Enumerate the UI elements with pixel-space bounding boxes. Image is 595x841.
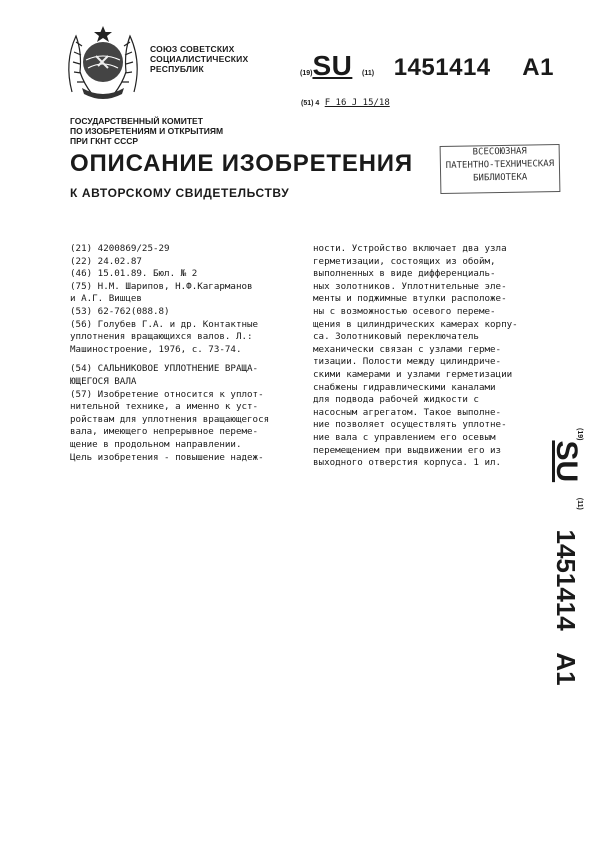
ipc-code: (51) 4 xyxy=(301,100,320,107)
library-stamp xyxy=(440,144,561,194)
side-country-code: SU xyxy=(550,440,583,483)
spacer xyxy=(70,356,290,363)
ipc-class: F 16 J 15/18 xyxy=(324,98,390,108)
side-code-11: (11) xyxy=(576,497,583,510)
abstract-line: ны с возможностью осевого переме- xyxy=(313,305,496,317)
country-code: SU xyxy=(312,50,353,81)
abstract-line: нительной технике, а именно к уст- xyxy=(70,401,259,413)
abstract-line: скими камерами и узлами герметизации xyxy=(313,368,513,380)
biblio-line: (22) 24.02.87 xyxy=(70,255,142,267)
abstract-line: ройствам для уплотнения вращающегося xyxy=(70,413,270,425)
abstract-line: са. Золотниковый переключатель xyxy=(313,331,479,343)
patent-number: 1451414 xyxy=(393,54,491,81)
ussr-emblem xyxy=(62,22,144,102)
committee-line: ПРИ ГКНТ СССР xyxy=(70,136,139,146)
abstract-line: герметизации, состоящих из обойм, xyxy=(313,255,496,267)
abstract-line: щение в продольном направлении. xyxy=(70,438,242,450)
abstract-line: Цель изобретения - повышение надеж- xyxy=(70,451,264,463)
biblio-line: уплотнения вращающихся валов. Л.: xyxy=(70,331,253,343)
abstract-line: ных золотников. Уплотнительные эле- xyxy=(313,280,507,292)
biblio-line: (75) Н.М. Шарипов, Н.Ф.Кагарманов xyxy=(70,280,253,292)
publication-number xyxy=(300,50,554,82)
abstract-line: ние вала с управлением его осевым xyxy=(313,431,496,443)
biblio-line: (46) 15.01.89. Бюл. № 2 xyxy=(70,268,198,280)
biblio-line: и А.Г. Вишцев xyxy=(70,293,142,305)
side-document-kind: A1 xyxy=(551,652,581,686)
document-subtitle: К АВТОРСКОМУ СВИДЕТЕЛЬСТВУ xyxy=(70,186,290,200)
abstract-line: снабжены гидравлическими каналами xyxy=(313,381,496,393)
country-line: СОЦИАЛИСТИЧЕСКИХ xyxy=(150,54,249,64)
document-title: ОПИСАНИЕ ИЗОБРЕТЕНИЯ xyxy=(70,150,413,177)
bibliographic-column xyxy=(70,243,290,464)
ipc-classification xyxy=(301,98,390,108)
abstract-line: ние позволяет осуществлять уплотне- xyxy=(313,419,507,431)
abstract-line: щения в цилиндрических камерах корпу- xyxy=(313,318,518,330)
biblio-line: (21) 4200869/25-29 xyxy=(70,243,170,254)
abstract-line: выходного отверстия корпуса. 1 ил. xyxy=(313,457,502,469)
committee-line: ПО ИЗОБРЕТЕНИЯМ И ОТКРЫТИЯМ xyxy=(70,126,224,136)
side-patent-number: 1451414 xyxy=(551,529,581,631)
country-line: РЕСПУБЛИК xyxy=(150,64,204,74)
abstract-line: для подвода рабочей жидкости с xyxy=(313,394,479,406)
country-line: СОЮЗ СОВЕТСКИХ xyxy=(150,44,235,54)
country-name xyxy=(150,44,248,74)
committee-name xyxy=(70,116,223,146)
code-11: (11) xyxy=(362,70,375,77)
committee-line: ГОСУДАРСТВЕННЫЙ КОМИТЕТ xyxy=(70,116,203,126)
biblio-line: (53) 62-762(088.8) xyxy=(70,305,170,317)
document-kind: A1 xyxy=(522,54,554,81)
biblio-line: (56) Голубев Г.А. и др. Контактные xyxy=(70,318,259,330)
abstract-line: тизации. Полости между цилиндриче- xyxy=(313,356,502,368)
biblio-line: Машиностроение, 1976, с. 73-74. xyxy=(70,343,242,355)
abstract-line: перемещением при выдвижении его из xyxy=(313,444,502,456)
abstract-line: насосным агрегатом. Такое выполне- xyxy=(313,406,502,418)
abstract-line: ности. Устройство включает два узла xyxy=(313,243,507,254)
invention-title-line: (54) САЛЬНИКОВОЕ УПЛОТНЕНИЕ ВРАЩА- xyxy=(70,363,259,375)
side-publication-number xyxy=(525,428,583,686)
stamp-line: ПАТЕНТНО-ТЕХНИЧЕСКАЯ xyxy=(445,159,555,171)
abstract-line: выполненных в виде дифференциаль- xyxy=(313,268,496,280)
invention-title-line: ЮЩЕГОСЯ ВАЛА xyxy=(70,375,137,387)
abstract-line: вала, имеющего непрерывное переме- xyxy=(70,426,259,438)
abstract-line: механически связан с узлами герме- xyxy=(313,343,502,355)
abstract-column xyxy=(313,243,549,470)
stamp-line: БИБЛИОТЕКА xyxy=(472,172,528,184)
side-code-19: (19) xyxy=(576,428,583,441)
code-19: (19) xyxy=(300,70,313,77)
abstract-line: (57) Изобретение относится к уплот- xyxy=(70,388,264,400)
abstract-line: менты и поджимные втулки расположе- xyxy=(313,293,507,305)
stamp-line: ВСЕСОЮЗНАЯ xyxy=(472,146,527,158)
